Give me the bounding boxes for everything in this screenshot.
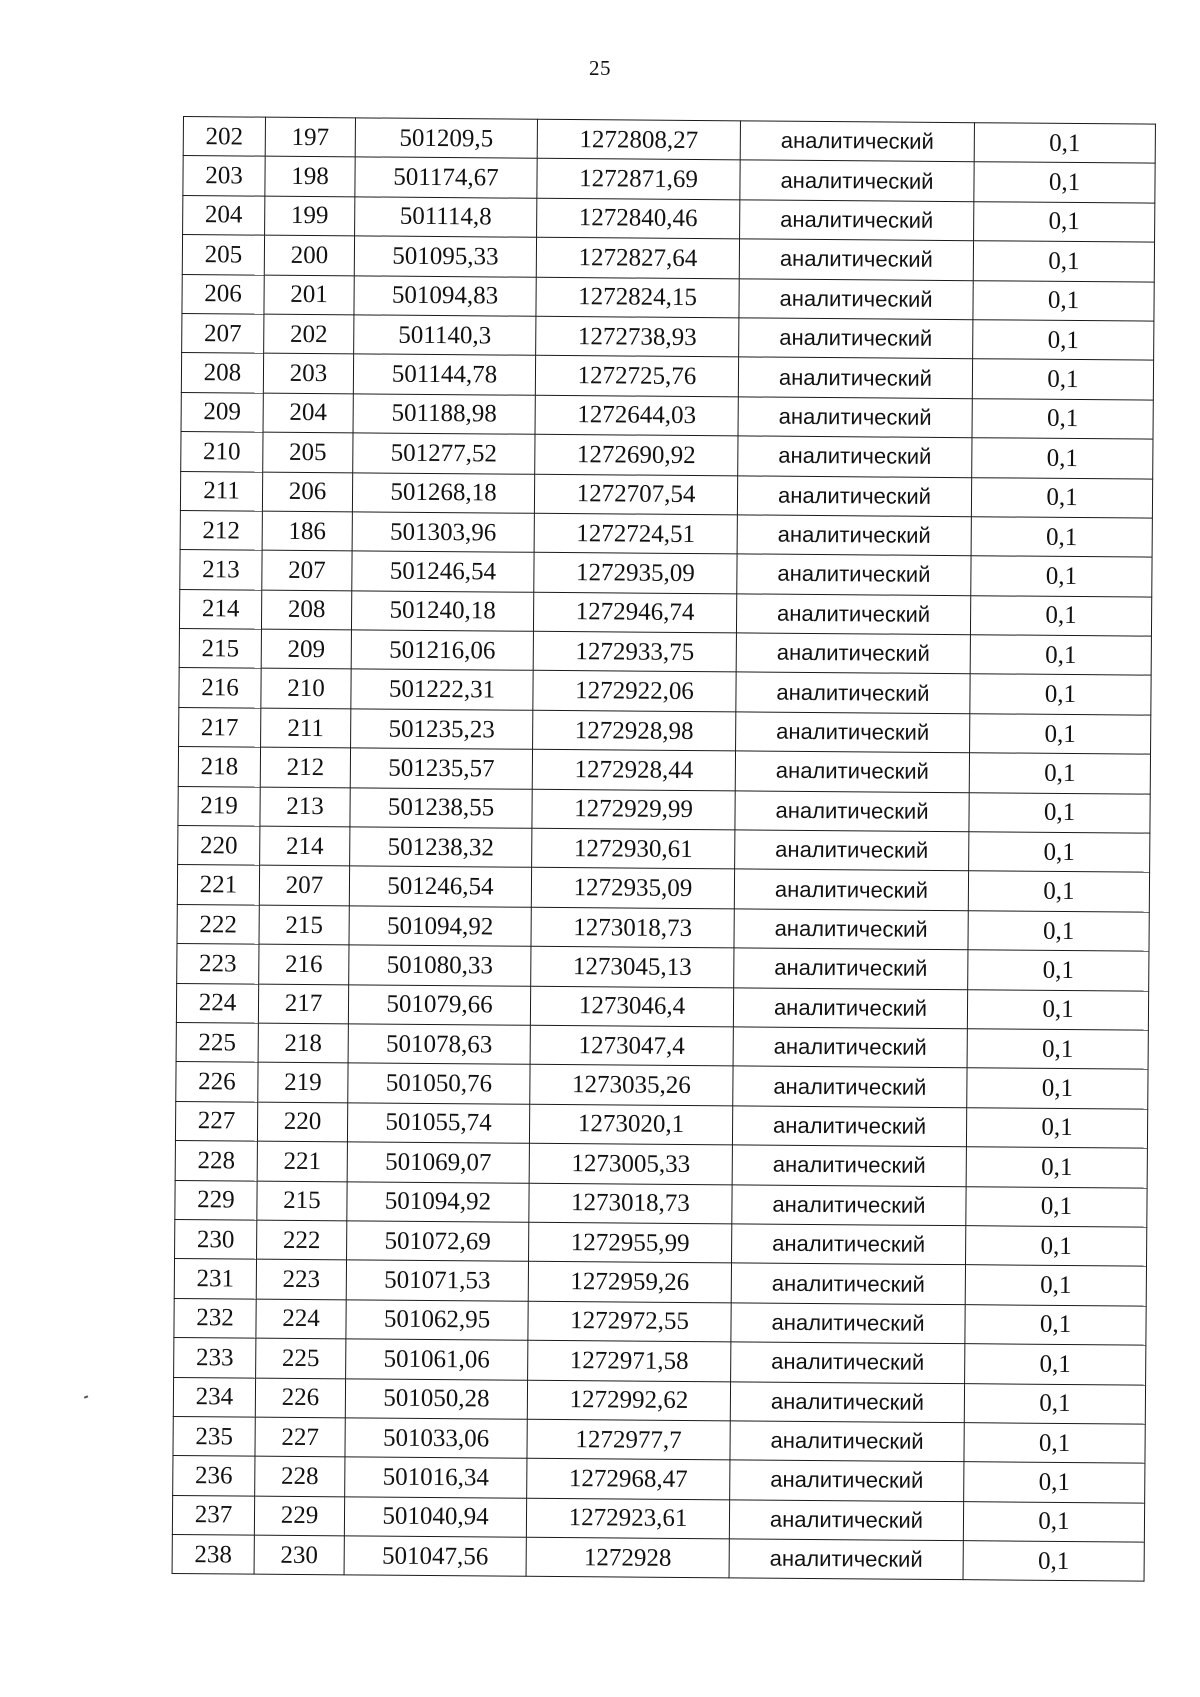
accuracy-cell: 0,1 — [974, 123, 1155, 164]
x-coordinate-cell: 501209,5 — [355, 118, 537, 159]
row-number-cell: 207 — [182, 313, 264, 353]
y-coordinate-cell: 1273035,26 — [530, 1065, 733, 1106]
method-cell: аналитический — [729, 1500, 963, 1541]
point-number-cell: 215 — [259, 905, 349, 945]
y-coordinate-cell: 1273018,73 — [531, 907, 734, 948]
method-cell: аналитический — [736, 594, 970, 635]
method-cell: аналитический — [730, 1421, 964, 1462]
y-coordinate-cell: 1272971,58 — [528, 1340, 731, 1381]
accuracy-cell: 0,1 — [970, 595, 1151, 636]
row-number-cell: 204 — [183, 195, 265, 235]
x-coordinate-cell: 501144,78 — [353, 354, 535, 395]
x-coordinate-cell: 501055,74 — [347, 1103, 529, 1144]
row-number-cell: 231 — [174, 1259, 256, 1299]
method-cell: аналитический — [729, 1539, 963, 1580]
accuracy-cell: 0,1 — [963, 1541, 1144, 1582]
row-number-cell: 235 — [173, 1416, 255, 1456]
x-coordinate-cell: 501095,33 — [354, 236, 536, 277]
row-number-cell: 202 — [183, 117, 265, 157]
method-cell: аналитический — [733, 1066, 967, 1107]
accuracy-cell: 0,1 — [971, 556, 1152, 597]
accuracy-cell: 0,1 — [969, 753, 1150, 794]
row-number-cell: 221 — [177, 865, 259, 905]
y-coordinate-cell: 1272808,27 — [537, 119, 740, 160]
row-number-cell: 217 — [179, 707, 261, 747]
accuracy-cell: 0,1 — [970, 714, 1151, 755]
row-number-cell: 206 — [182, 274, 264, 314]
accuracy-cell: 0,1 — [967, 1068, 1148, 1109]
row-number-cell: 203 — [183, 156, 265, 196]
accuracy-cell: 0,1 — [970, 674, 1151, 715]
x-coordinate-cell: 501246,54 — [349, 866, 531, 907]
point-number-cell: 230 — [254, 1535, 344, 1575]
x-coordinate-cell: 501062,95 — [346, 1300, 528, 1341]
x-coordinate-cell: 501303,96 — [352, 512, 534, 553]
accuracy-cell: 0,1 — [965, 1265, 1146, 1306]
page-number: 25 — [589, 56, 611, 80]
row-number-cell: 232 — [174, 1298, 256, 1338]
method-cell: аналитический — [735, 751, 969, 792]
accuracy-cell: 0,1 — [964, 1462, 1145, 1503]
row-number-cell: 224 — [176, 983, 258, 1023]
row-number-cell: 209 — [181, 392, 263, 432]
x-coordinate-cell: 501235,57 — [350, 748, 532, 789]
method-cell: аналитический — [732, 1184, 966, 1225]
x-coordinate-cell: 501069,07 — [347, 1142, 529, 1183]
y-coordinate-cell: 1272930,61 — [532, 828, 735, 869]
point-number-cell: 215 — [257, 1181, 347, 1221]
accuracy-cell: 0,1 — [967, 1029, 1148, 1070]
point-number-cell: 223 — [256, 1259, 346, 1299]
method-cell: аналитический — [737, 554, 971, 595]
point-number-cell: 199 — [265, 196, 355, 236]
x-coordinate-cell: 501114,8 — [355, 197, 537, 238]
method-cell: аналитический — [730, 1381, 964, 1422]
method-cell: аналитический — [735, 830, 969, 871]
accuracy-cell: 0,1 — [965, 1226, 1146, 1267]
method-cell: аналитический — [736, 712, 970, 753]
accuracy-cell: 0,1 — [965, 1344, 1146, 1385]
method-cell: аналитический — [732, 1145, 966, 1186]
method-cell: аналитический — [737, 475, 971, 516]
point-number-cell: 204 — [263, 393, 353, 433]
coordinates-table-body — [172, 117, 1155, 1582]
y-coordinate-cell: 1272977,7 — [527, 1419, 730, 1460]
y-coordinate-cell: 1272935,09 — [534, 553, 737, 594]
x-coordinate-cell: 501277,52 — [353, 433, 535, 474]
y-coordinate-cell: 1273020,1 — [529, 1104, 732, 1145]
accuracy-cell: 0,1 — [966, 1186, 1147, 1227]
row-number-cell: 220 — [178, 826, 260, 866]
row-number-cell: 238 — [172, 1535, 254, 1575]
method-cell: аналитический — [738, 397, 972, 438]
method-cell: аналитический — [734, 948, 968, 989]
row-number-cell: 216 — [179, 668, 261, 708]
row-number-cell: 219 — [178, 786, 260, 826]
accuracy-cell: 0,1 — [963, 1501, 1144, 1542]
point-number-cell: 207 — [259, 866, 349, 906]
point-number-cell: 214 — [260, 826, 350, 866]
point-number-cell: 220 — [257, 1102, 347, 1142]
y-coordinate-cell: 1272738,93 — [536, 316, 739, 357]
row-number-cell: 205 — [182, 235, 264, 275]
y-coordinate-cell: 1273045,13 — [531, 946, 734, 987]
accuracy-cell: 0,1 — [972, 438, 1153, 479]
x-coordinate-cell: 501050,76 — [348, 1063, 530, 1104]
row-number-cell: 210 — [181, 432, 263, 472]
point-number-cell: 197 — [265, 117, 355, 157]
x-coordinate-cell: 501080,33 — [349, 945, 531, 986]
y-coordinate-cell: 1272644,03 — [535, 395, 738, 436]
point-number-cell: 222 — [257, 1220, 347, 1260]
row-number-cell: 226 — [176, 1062, 258, 1102]
row-number-cell: 233 — [174, 1338, 256, 1378]
accuracy-cell: 0,1 — [964, 1423, 1145, 1464]
point-number-cell: 218 — [258, 1023, 348, 1063]
point-number-cell: 219 — [258, 1062, 348, 1102]
point-number-cell: 228 — [255, 1456, 345, 1496]
y-coordinate-cell: 1272690,92 — [535, 434, 738, 475]
x-coordinate-cell: 501079,66 — [348, 984, 530, 1025]
point-number-cell: 202 — [264, 314, 354, 354]
point-number-cell: 207 — [262, 550, 352, 590]
point-number-cell: 226 — [255, 1378, 345, 1418]
method-cell: аналитический — [739, 278, 973, 319]
x-coordinate-cell: 501240,18 — [351, 591, 533, 632]
point-number-cell: 224 — [256, 1299, 346, 1339]
y-coordinate-cell: 1272946,74 — [533, 592, 736, 633]
point-number-cell: 225 — [256, 1338, 346, 1378]
y-coordinate-cell: 1272871,69 — [537, 159, 740, 200]
row-number-cell: 211 — [180, 471, 262, 511]
point-number-cell: 210 — [261, 669, 351, 709]
method-cell: аналитический — [736, 672, 970, 713]
method-cell: аналитический — [739, 239, 973, 280]
accuracy-cell: 0,1 — [964, 1383, 1145, 1424]
row-number-cell: 208 — [181, 353, 263, 393]
accuracy-cell: 0,1 — [973, 241, 1154, 282]
row-number-cell: 215 — [179, 629, 261, 669]
x-coordinate-cell: 501238,55 — [350, 787, 532, 828]
row-number-cell: 229 — [175, 1180, 257, 1220]
y-coordinate-cell: 1272824,15 — [536, 277, 739, 318]
accuracy-cell: 0,1 — [974, 201, 1155, 242]
y-coordinate-cell: 1272922,06 — [533, 671, 736, 712]
point-number-cell: 229 — [254, 1496, 344, 1536]
method-cell: аналитический — [734, 869, 968, 910]
x-coordinate-cell: 501061,06 — [346, 1339, 528, 1380]
row-number-cell: 237 — [172, 1495, 254, 1535]
row-number-cell: 213 — [180, 550, 262, 590]
accuracy-cell: 0,1 — [968, 911, 1149, 952]
method-cell: аналитический — [738, 357, 972, 398]
point-number-cell: 209 — [261, 629, 351, 669]
method-cell: аналитический — [738, 436, 972, 477]
y-coordinate-cell: 1272840,46 — [537, 198, 740, 239]
accuracy-cell: 0,1 — [972, 398, 1153, 439]
point-number-cell: 227 — [255, 1417, 345, 1457]
method-cell: аналитический — [740, 121, 974, 162]
point-number-cell: 208 — [261, 590, 351, 630]
x-coordinate-cell: 501235,23 — [351, 709, 533, 750]
y-coordinate-cell: 1273018,73 — [529, 1183, 732, 1224]
row-number-cell: 223 — [177, 944, 259, 984]
accuracy-cell: 0,1 — [971, 477, 1152, 518]
row-number-cell: 227 — [175, 1101, 257, 1141]
method-cell: аналитический — [733, 987, 967, 1028]
method-cell: аналитический — [734, 909, 968, 950]
row-number-cell: 212 — [180, 510, 262, 550]
y-coordinate-cell: 1272955,99 — [529, 1222, 732, 1263]
method-cell: аналитический — [736, 633, 970, 674]
method-cell: аналитический — [740, 200, 974, 241]
point-number-cell: 201 — [264, 275, 354, 315]
x-coordinate-cell: 501016,34 — [345, 1457, 527, 1498]
y-coordinate-cell: 1272968,47 — [527, 1459, 730, 1500]
point-number-cell: 212 — [260, 747, 350, 787]
x-coordinate-cell: 501268,18 — [352, 472, 534, 513]
y-coordinate-cell: 1272827,64 — [536, 237, 739, 278]
x-coordinate-cell: 501174,67 — [355, 157, 537, 198]
x-coordinate-cell: 501246,54 — [352, 551, 534, 592]
x-coordinate-cell: 501040,94 — [344, 1496, 526, 1537]
accuracy-cell: 0,1 — [968, 950, 1149, 991]
method-cell: аналитический — [731, 1342, 965, 1383]
accuracy-cell: 0,1 — [969, 792, 1150, 833]
method-cell: аналитический — [731, 1303, 965, 1344]
y-coordinate-cell: 1273005,33 — [529, 1143, 732, 1184]
row-number-cell: 222 — [177, 904, 259, 944]
y-coordinate-cell: 1272929,99 — [532, 789, 735, 830]
row-number-cell: 230 — [175, 1219, 257, 1259]
row-number-cell: 214 — [179, 589, 261, 629]
y-coordinate-cell: 1272992,62 — [527, 1380, 730, 1421]
y-coordinate-cell: 1273047,4 — [530, 1025, 733, 1066]
x-coordinate-cell: 501140,3 — [354, 315, 536, 356]
point-number-cell: 203 — [263, 353, 353, 393]
y-coordinate-cell: 1272928,44 — [532, 750, 735, 791]
x-coordinate-cell: 501222,31 — [351, 669, 533, 710]
y-coordinate-cell: 1272928,98 — [533, 710, 736, 751]
accuracy-cell: 0,1 — [967, 989, 1148, 1030]
method-cell: аналитический — [735, 790, 969, 831]
y-coordinate-cell: 1272928 — [526, 1537, 729, 1578]
point-number-cell: 206 — [262, 472, 352, 512]
point-number-cell: 213 — [260, 787, 350, 827]
x-coordinate-cell: 501071,53 — [346, 1260, 528, 1301]
accuracy-cell: 0,1 — [969, 832, 1150, 873]
accuracy-cell: 0,1 — [966, 1147, 1147, 1188]
x-coordinate-cell: 501216,06 — [351, 630, 533, 671]
row-number-cell: 234 — [173, 1377, 255, 1417]
y-coordinate-cell: 1272724,51 — [534, 513, 737, 554]
accuracy-cell: 0,1 — [974, 162, 1155, 203]
row-number-cell: 236 — [173, 1456, 255, 1496]
accuracy-cell: 0,1 — [972, 359, 1153, 400]
accuracy-cell: 0,1 — [966, 1107, 1147, 1148]
point-number-cell: 217 — [258, 984, 348, 1024]
y-coordinate-cell: 1272959,26 — [528, 1262, 731, 1303]
point-number-cell: 211 — [261, 708, 351, 748]
y-coordinate-cell: 1272707,54 — [534, 474, 737, 515]
x-coordinate-cell: 501238,32 — [350, 827, 532, 868]
x-coordinate-cell: 501047,56 — [344, 1536, 526, 1577]
x-coordinate-cell: 501188,98 — [353, 394, 535, 435]
y-coordinate-cell: 1272935,09 — [531, 868, 734, 909]
method-cell: аналитический — [740, 160, 974, 201]
method-cell: аналитический — [732, 1224, 966, 1265]
row-number-cell: 225 — [176, 1022, 258, 1062]
method-cell: аналитический — [731, 1263, 965, 1304]
method-cell: аналитический — [739, 318, 973, 359]
point-number-cell: 186 — [262, 511, 352, 551]
row-number-cell: 228 — [175, 1141, 257, 1181]
point-number-cell: 198 — [265, 157, 355, 197]
scan-speck — [84, 1395, 88, 1398]
x-coordinate-cell: 501033,06 — [345, 1418, 527, 1459]
method-cell: аналитический — [737, 515, 971, 556]
x-coordinate-cell: 501094,92 — [349, 906, 531, 947]
x-coordinate-cell: 501094,83 — [354, 275, 536, 316]
point-number-cell: 200 — [264, 235, 354, 275]
y-coordinate-cell: 1272933,75 — [533, 631, 736, 672]
x-coordinate-cell: 501078,63 — [348, 1024, 530, 1065]
method-cell: аналитический — [732, 1106, 966, 1147]
accuracy-cell: 0,1 — [970, 635, 1151, 676]
accuracy-cell: 0,1 — [973, 320, 1154, 361]
method-cell: аналитический — [730, 1460, 964, 1501]
y-coordinate-cell: 1273046,4 — [530, 986, 733, 1027]
coordinates-table — [172, 116, 1156, 1582]
accuracy-cell: 0,1 — [965, 1304, 1146, 1345]
point-number-cell: 221 — [257, 1141, 347, 1181]
point-number-cell: 205 — [263, 432, 353, 472]
row-number-cell: 218 — [178, 747, 260, 787]
y-coordinate-cell: 1272923,61 — [526, 1498, 729, 1539]
y-coordinate-cell: 1272972,55 — [528, 1301, 731, 1342]
x-coordinate-cell: 501094,92 — [347, 1181, 529, 1222]
accuracy-cell: 0,1 — [971, 517, 1152, 558]
method-cell: аналитический — [733, 1027, 967, 1068]
accuracy-cell: 0,1 — [973, 280, 1154, 321]
accuracy-cell: 0,1 — [968, 871, 1149, 912]
y-coordinate-cell: 1272725,76 — [535, 356, 738, 397]
x-coordinate-cell: 501072,69 — [347, 1221, 529, 1262]
point-number-cell: 216 — [259, 944, 349, 984]
table-row — [172, 1535, 1144, 1582]
x-coordinate-cell: 501050,28 — [345, 1378, 527, 1419]
